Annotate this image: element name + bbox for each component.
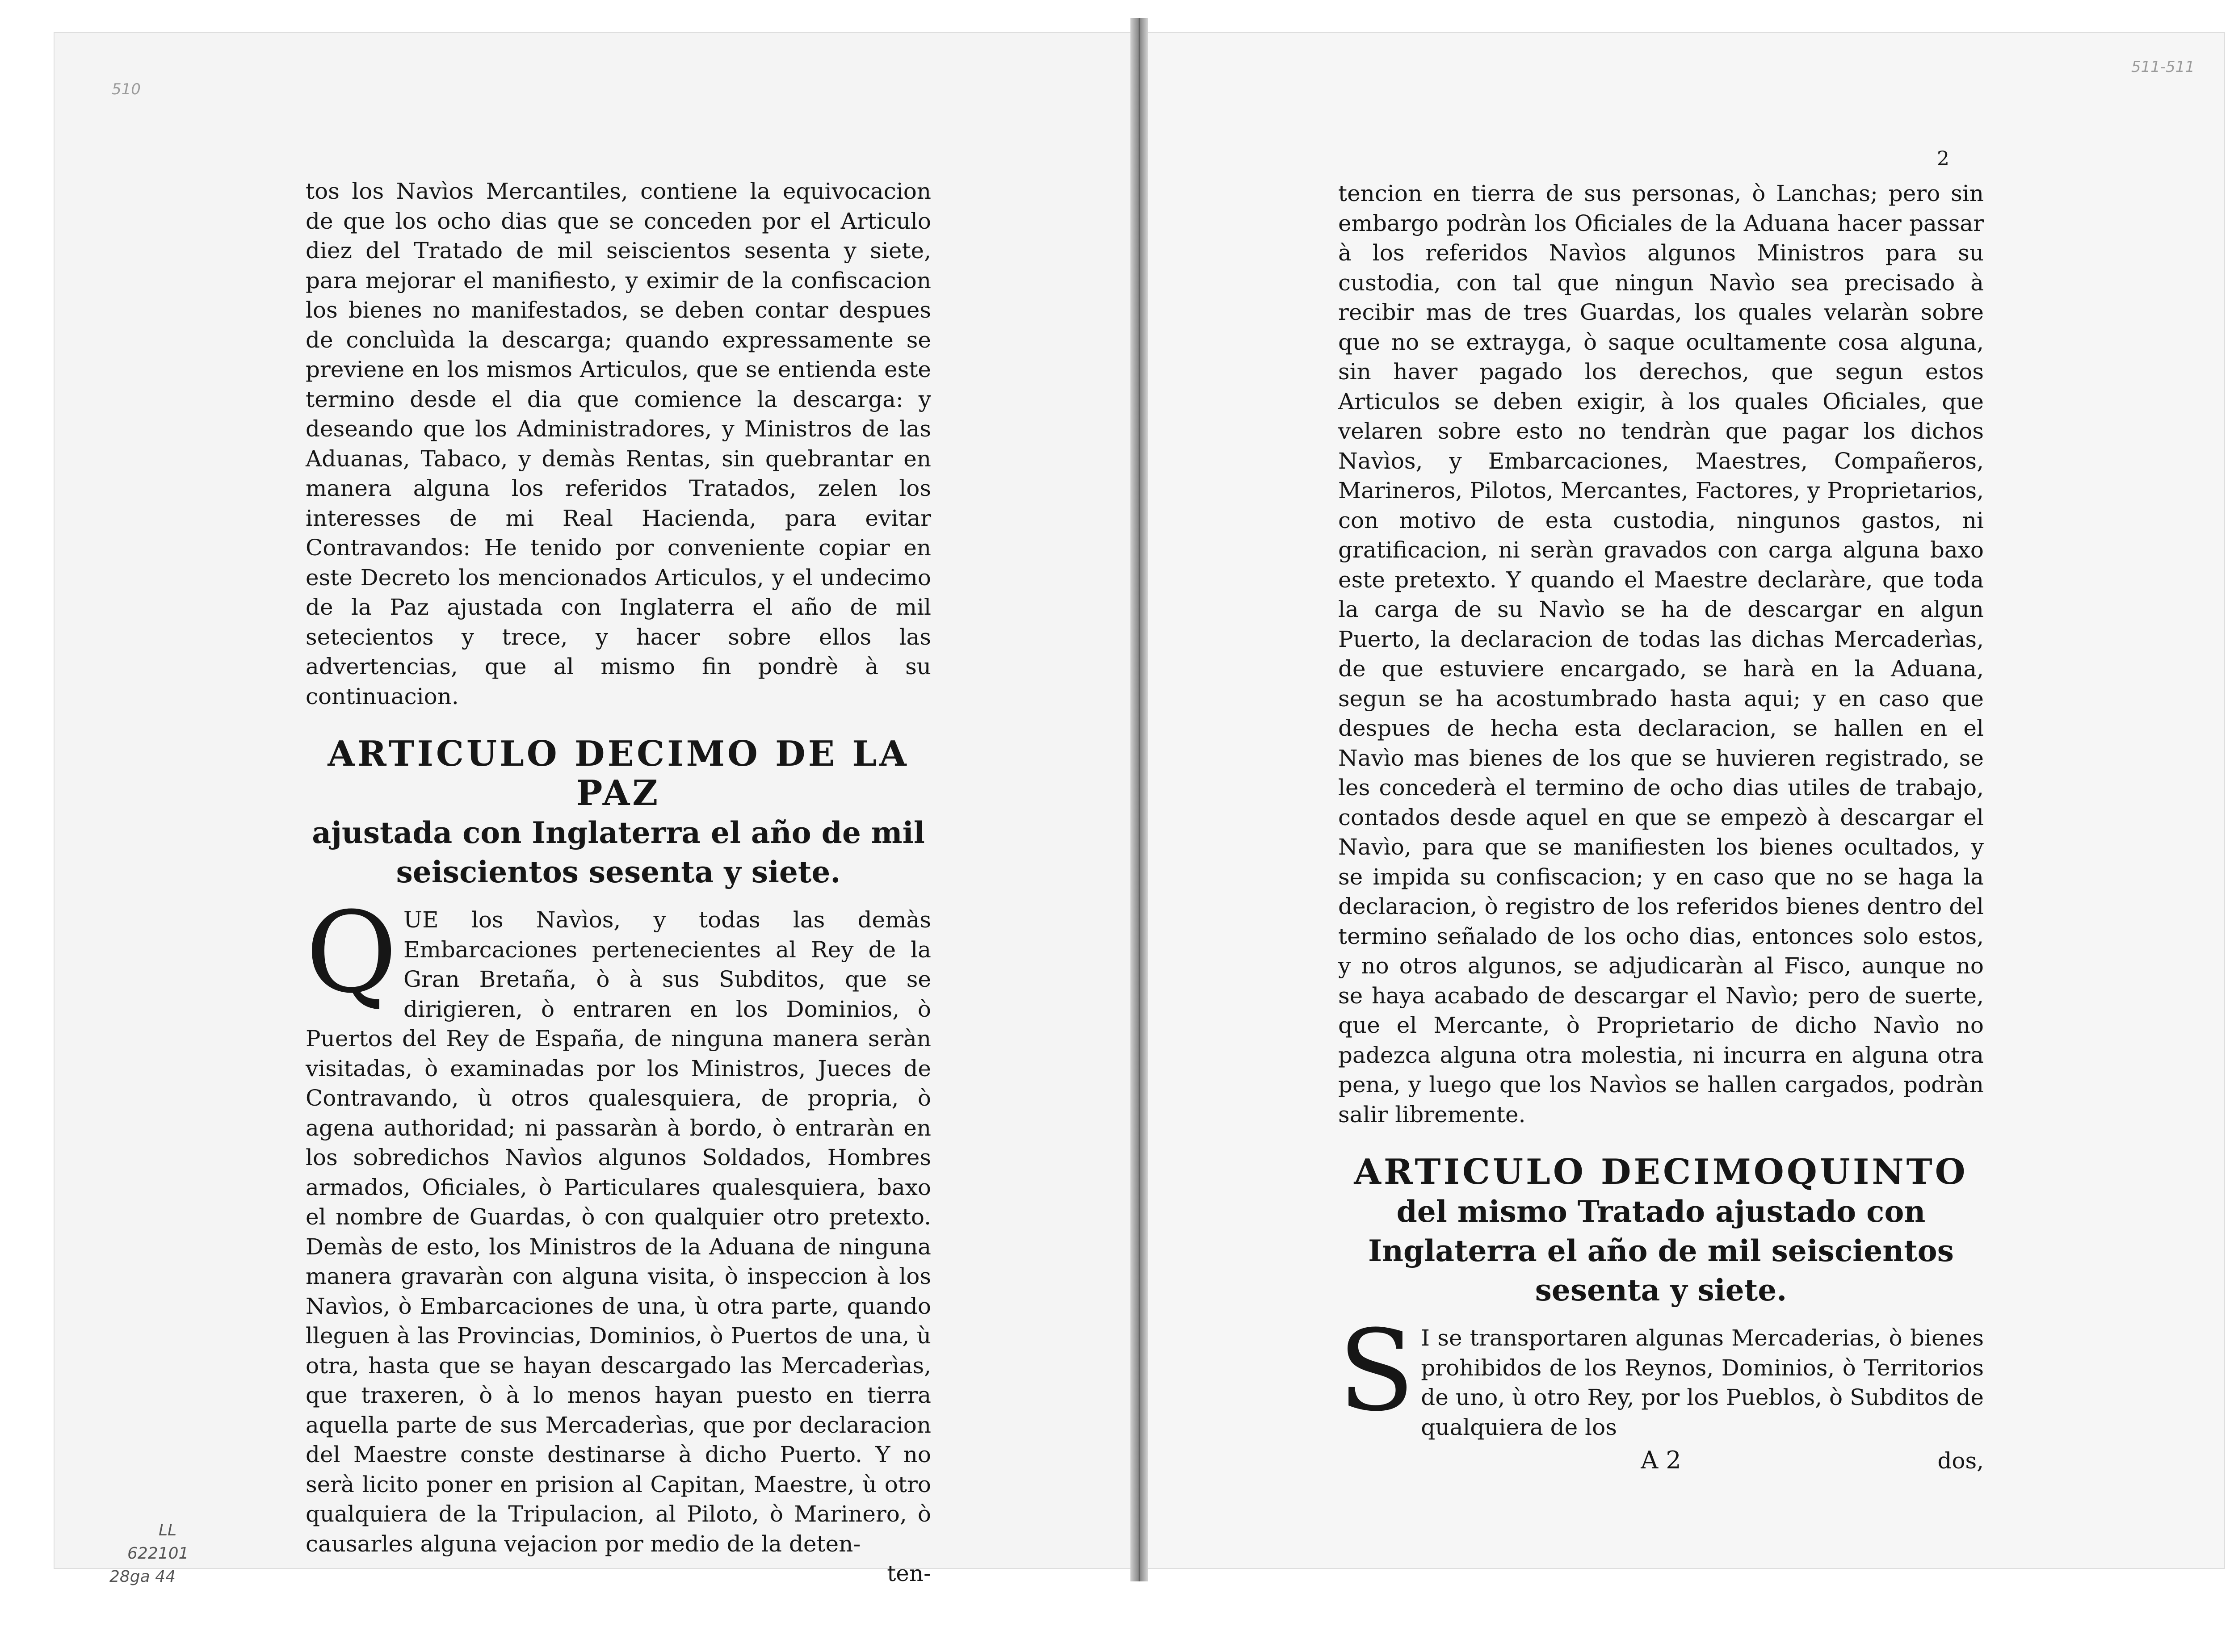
right-signature-mark: A 2 <box>1641 1446 1681 1474</box>
right-page-number: 2 <box>1937 147 1949 170</box>
catalog-line: LL <box>159 1521 177 1539</box>
right-paragraph-1: tencion en tierra de sus personas, ò Lanchas; pero sin embargo podràn los Oficiales de la Aduana hacer passar à los referidos Navìos algunos Ministros para su custodia, con tal que ningun Navìo sea precisado à recibir mas de tres Guardas, los quales velaràn sobre que no se extrayga, ò saque ocultamente cosa alguna, sin haver pagado los derechos, que segun estos Articulos se deben exigir, à los quales Oficiales, que velaren sobre esto no tendràn que pagar los dichos Navìos, y Embarcaciones, Maestres, Compañeros, Marineros, Pilotos, Mercantes, Factores, y Proprietarios, con motivo de esta custodia, ningunos gastos, ni gratificacion, ni seràn gravados con carga alguna baxo este pretexto. Y quando el Maestre declaràre, que toda la carga de su Navìo se ha de descargar en algun Puerto, la declaracion de todas las dichas Mercaderìas, de que estuviere encargado, se harà en la Aduana, segun se ha acostumbrado hasta aqui; y en caso que despues de hecha esta declaracion, se hallen en el Navìo mas bienes de los que se huvieren registrado, se les concederà el termino de ocho dias utiles de trabajo, contados desde aquel en que se empezò à descargar el Navìo, para que se manifiesten los bienes ocultados, y se impida su confiscacion; y en caso que no se haga la declaracion, ò registro de los referidos bienes dentro del termino señalado de los ocho dias, entonces solo estos, y no otros algunos, se adjudicaràn al Fisco, aunque no se haya acabado de descargar el Navìo; pero de suerte, que el Mercante, ò Proprietario de dicho Navìo no padezca alguna otra molestia, ni incurra en alguna otra pena, y luego que los Navìos se hallen cargados, podràn salir libremente. <box>1338 180 1984 1128</box>
left-dropcap: Q <box>306 888 397 1018</box>
right-paragraph-2-text: I se transportaren algunas Mercaderias, ò bienes prohibidos de los Reynos, Dominios, ò Territorios de uno, ù otro Rey, por los Pueblos, ò Subditos de qualquiera de los <box>1421 1325 1984 1440</box>
right-folio-mark: 511-511 <box>2131 58 2195 76</box>
right-paragraph-2 <box>1338 1306 1984 1442</box>
left-catchword: ten- <box>887 1560 931 1586</box>
left-article-heading <box>306 734 931 892</box>
left-paragraph-2 <box>306 888 931 1559</box>
right-article-heading <box>1338 1153 1984 1310</box>
book-gutter <box>1130 18 1148 1581</box>
left-paragraph-1: tos los Navìos Mercantiles, contiene la equivocacion de que los ocho dias que se conceden por el Articulo diez del Tratado de mil seiscientos sesenta y siete, para mejorar el manifiesto, y eximir de la confiscacion los bienes no manifestados, se deben contar despues de concluìda la descarga; quando expressamente se previene en los mismos Articulos, que se entienda este termino desde el dia que comience la descarga: y deseando que los Administradores, y Ministros de las Aduanas, Tabaco, y demàs Rentas, sin quebrantar en manera alguna los referidos Tratados, zelen los interesses de mi Real Hacienda, para evitar Contravandos: He tenido por conveniente copiar en este Decreto los mencionados Articulos, y el undecimo de la Paz ajustada con Inglaterra el año de mil setecientos y trece, y hacer sobre ellos las advertencias, que al mismo fin pondrè à su continuacion. <box>306 178 931 709</box>
right-text-column <box>1338 179 1984 1476</box>
right-heading-title: ARTICULO DECIMOQUINTO <box>1354 1152 1968 1192</box>
left-heading-subtitle: ajustada con Inglaterra el año de mil seiscientos sesenta y siete. <box>312 815 925 889</box>
catalog-line: 28ga 44 <box>109 1568 176 1586</box>
right-dropcap: S <box>1338 1306 1415 1436</box>
left-text-column <box>306 176 931 1589</box>
left-folio-mark: 510 <box>112 80 141 98</box>
catalog-line: 622101 <box>127 1544 189 1563</box>
right-catchword: dos, <box>1937 1447 1984 1474</box>
left-paragraph-2-text: UE los Navìos, y todas las demàs Embarcaciones pertenecientes al Rey de la Gran Bretaña, ò à sus Subditos, que se dirigieren, ò entraren en los Dominios, ò Puertos del Rey de España, de ninguna manera seràn visitadas, ò examinadas por los Ministros, Jueces de Contravando, ù otros qualesquiera, de propria, ò agena authoridad; ni passaràn à bordo, ò entraràn en los sobredichos Navìos algunos Soldados, Hombres armados, Oficiales, ò Particulares qualesquiera, baxo el nombre de Guardas, ò con qualquier otro pretexto. Demàs de esto, los Ministros de la Aduana de ninguna manera gravaràn con alguna visita, ò inspeccion à los Navìos, ò Embarcaciones de una, ù otra parte, quando lleguen à las Provincias, Dominios, ò Puertos de una, ù otra, hasta que se hayan descargado las Mercaderìas, que traxeren, ò à lo menos hayan puesto en tierra aquella parte de sus Mercaderìas, que por declaracion del Maestre conste destinarse à dicho Puerto. Y no serà licito poner en prision al Capitan, Maestre, ù otro qualquiera de la Tripulacion, al Piloto, ò Marinero, ò causarles alguna vejacion por medio de la deten- <box>306 907 931 1557</box>
catalog-mark <box>101 1519 189 1589</box>
left-heading-title: ARTICULO DECIMO DE LA PAZ <box>328 734 909 813</box>
right-heading-subtitle: del mismo Tratado ajustado con Inglaterra el año de mil seiscientos sesenta y siete. <box>1368 1194 1954 1308</box>
